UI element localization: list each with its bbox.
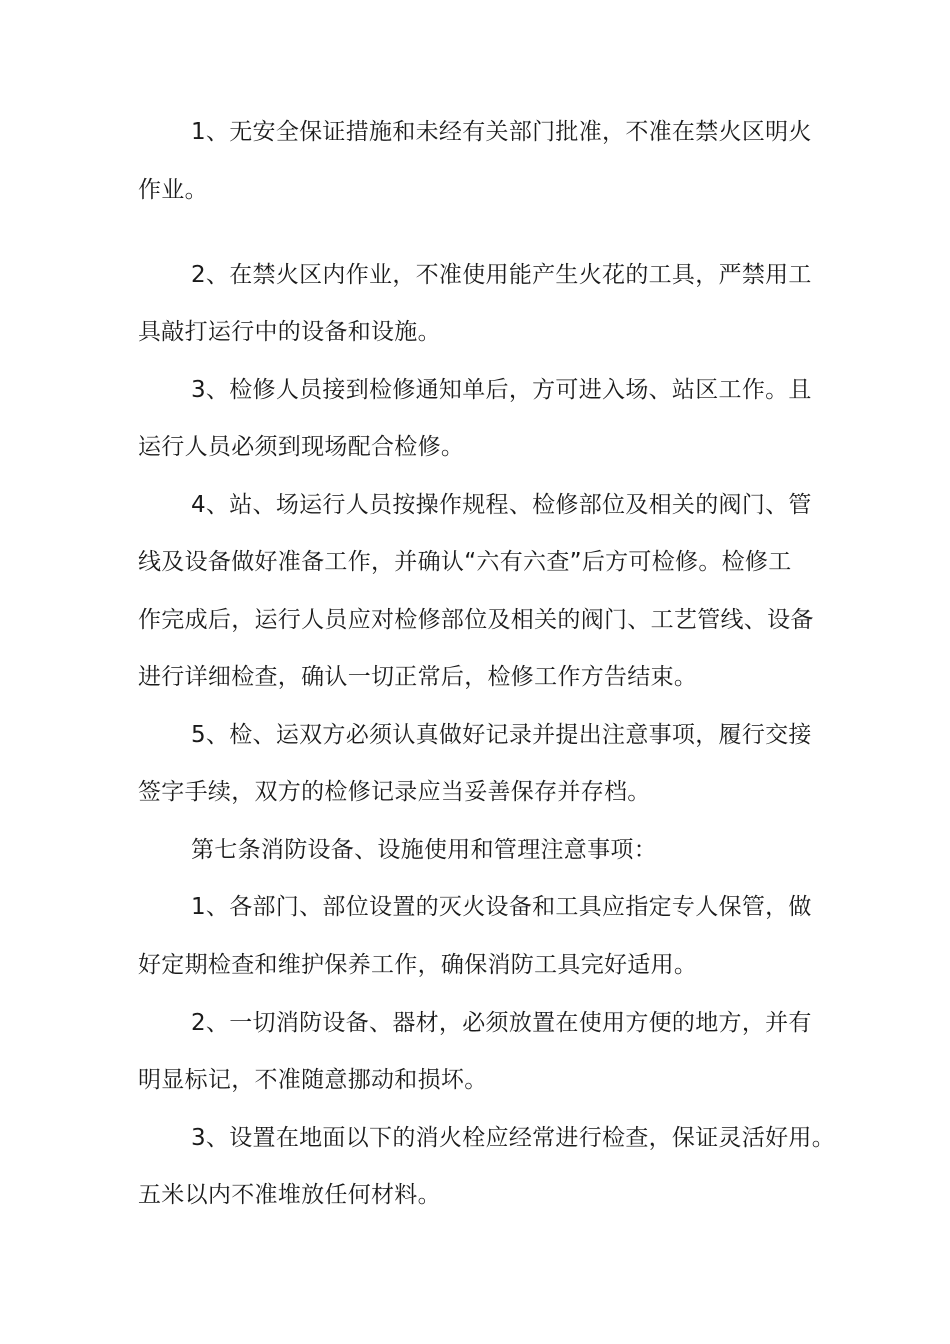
paragraph-5-line-1: 5、检、运双方必须认真做好记录并提出注意事项，履行交接: [191, 722, 812, 748]
paragraph-9-line-1: 3、设置在地面以下的消火栓应经常进行检查，保证灵活好用。: [191, 1125, 836, 1151]
paragraph-1-line-1: 1、无安全保证措施和未经有关部门批准，不准在禁火区明火: [191, 119, 812, 145]
paragraph-2-line-1: 2、在禁火区内作业，不准使用能产生火花的工具，严禁用工: [191, 262, 812, 288]
paragraph-5-line-2: 签字手续，双方的检修记录应当妥善保存并存档。: [138, 779, 651, 805]
paragraph-7-line-1: 1、各部门、部位设置的灭火设备和工具应指定专人保管，做: [191, 894, 812, 920]
paragraph-8-line-2: 明显标记，不准随意挪动和损坏。: [138, 1067, 488, 1093]
paragraph-4-line-4: 进行详细检查，确认一切正常后，检修工作方告结束。: [138, 664, 698, 690]
paragraph-4-line-2: 线及设备做好准备工作，并确认“六有六查”后方可检修。检修工: [138, 549, 792, 575]
paragraph-2-line-2: 具敲打运行中的设备和设施。: [138, 319, 441, 345]
paragraph-4-line-1: 4、站、场运行人员按操作规程、检修部位及相关的阀门、管: [191, 492, 812, 518]
section-heading: 第七条消防设备、设施使用和管理注意事项：: [191, 837, 657, 863]
paragraph-8-line-1: 2、一切消防设备、器材，必须放置在使用方便的地方，并有: [191, 1010, 812, 1036]
paragraph-7-line-2: 好定期检查和维护保养工作，确保消防工具完好适用。: [138, 952, 698, 978]
paragraph-4-line-3: 作完成后，运行人员应对检修部位及相关的阀门、工艺管线、设备: [138, 607, 814, 633]
paragraph-9-line-2: 五米以内不准堆放任何材料。: [138, 1182, 441, 1208]
paragraph-3-line-1: 3、检修人员接到检修通知单后，方可进入场、站区工作。且: [191, 377, 812, 403]
paragraph-1-line-2: 作业。: [138, 177, 208, 203]
paragraph-3-line-2: 运行人员必须到现场配合检修。: [138, 434, 465, 460]
